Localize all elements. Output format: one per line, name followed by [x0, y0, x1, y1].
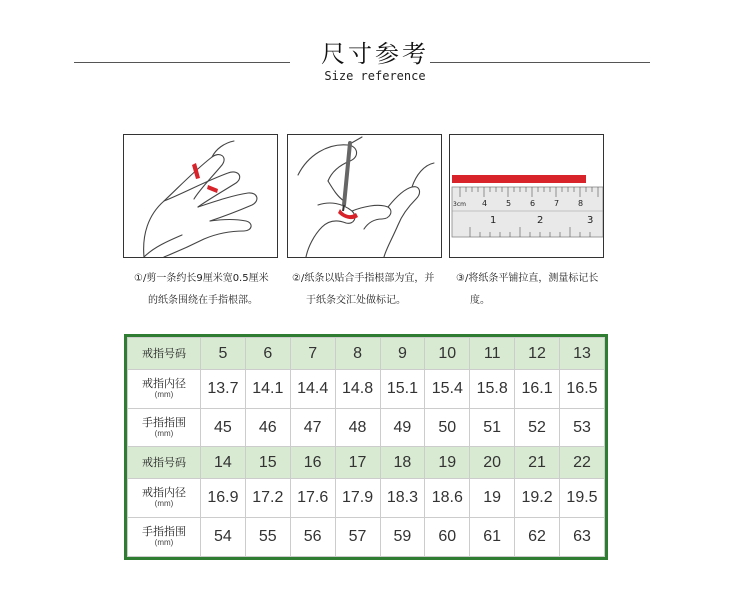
unit-label: (mm) — [154, 428, 174, 438]
table-cell: 9 — [380, 338, 425, 370]
table-cell: 18.6 — [425, 479, 470, 518]
table-cell: 51 — [470, 408, 515, 447]
table-cell: 16.5 — [560, 370, 605, 409]
table-cell: 62 — [515, 518, 560, 557]
step-3-caption: ③/将纸条平铺拉直，测量标记长 度。 — [456, 273, 599, 306]
table-cell: 55 — [245, 518, 290, 557]
table-cell: 16.9 — [201, 479, 246, 518]
table-cell: 50 — [425, 408, 470, 447]
table-cell: 18 — [380, 447, 425, 479]
table-cell: 15.8 — [470, 370, 515, 409]
illustration-mark-strip — [287, 134, 442, 258]
table-cell: 63 — [560, 518, 605, 557]
illustration-ruler — [449, 134, 604, 258]
unit-label: (mm) — [154, 499, 174, 509]
table-row — [128, 338, 605, 370]
table-cell: 5 — [201, 338, 246, 370]
table-row — [128, 479, 605, 518]
svg-text:7: 7 — [554, 199, 560, 208]
table-cell: 8 — [335, 338, 380, 370]
table-cell: 15 — [245, 447, 290, 479]
table-cell: 14.1 — [245, 370, 290, 409]
table-cell: 14.8 — [335, 370, 380, 409]
table-cell: 19.2 — [515, 479, 560, 518]
table-cell: 18.3 — [380, 479, 425, 518]
svg-text:4: 4 — [482, 199, 488, 208]
table-cell: 15.1 — [380, 370, 425, 409]
header — [0, 0, 750, 100]
table-cell: 6 — [245, 338, 290, 370]
svg-text:8: 8 — [578, 199, 584, 208]
table-cell: 46 — [245, 408, 290, 447]
step-2-caption: ②/纸条以贴合手指根部为宜，并 于纸条交汇处做标记。 — [292, 273, 435, 306]
svg-text:3cm: 3cm — [453, 201, 466, 208]
unit-label: (mm) — [154, 389, 174, 399]
illustration-wrap-finger — [123, 134, 278, 258]
table-cell: 60 — [425, 518, 470, 557]
hand-wrap-icon — [124, 135, 277, 257]
table-cell: 17.2 — [245, 479, 290, 518]
row-label: 戒指内径 (mm) — [128, 370, 201, 409]
table-row — [128, 447, 605, 479]
table-cell: 19.5 — [560, 479, 605, 518]
table-row — [128, 408, 605, 447]
table-cell: 56 — [290, 518, 335, 557]
table-cell: 14 — [201, 447, 246, 479]
table-row — [128, 370, 605, 409]
svg-text:5: 5 — [506, 199, 512, 208]
table-cell: 47 — [290, 408, 335, 447]
table-cell: 13 — [560, 338, 605, 370]
table-cell: 48 — [335, 408, 380, 447]
row-label: 戒指内径 (mm) — [128, 479, 201, 518]
page-title: 尺寸参考 — [321, 40, 429, 68]
row-label: 戒指号码 — [128, 338, 201, 370]
svg-text:3: 3 — [587, 215, 594, 226]
table-cell: 17.6 — [290, 479, 335, 518]
step-1-caption: ①/剪一条约长9厘米宽0.5厘米 的纸条围绕在手指根部。 — [134, 273, 269, 306]
unit-label: (mm) — [154, 538, 174, 548]
table-cell: 59 — [380, 518, 425, 557]
svg-text:2: 2 — [537, 215, 544, 226]
ruler-icon — [450, 135, 603, 257]
table-cell: 11 — [470, 338, 515, 370]
table-cell: 13.7 — [201, 370, 246, 409]
svg-text:6: 6 — [530, 199, 536, 208]
row-label: 戒指号码 — [128, 447, 201, 479]
table-cell: 15.4 — [425, 370, 470, 409]
table-cell: 45 — [201, 408, 246, 447]
row-label: 手指指围 (mm) — [128, 518, 201, 557]
table-cell: 21 — [515, 447, 560, 479]
svg-text:1: 1 — [490, 215, 497, 226]
table-cell: 10 — [425, 338, 470, 370]
table-cell: 53 — [560, 408, 605, 447]
table-cell: 52 — [515, 408, 560, 447]
table-cell: 22 — [560, 447, 605, 479]
table-cell: 7 — [290, 338, 335, 370]
hand-mark-icon — [288, 135, 441, 257]
table-cell: 16.1 — [515, 370, 560, 409]
table-cell: 20 — [470, 447, 515, 479]
table-cell: 19 — [470, 479, 515, 518]
table-cell: 16 — [290, 447, 335, 479]
page-subtitle: Size reference — [324, 69, 426, 83]
table-cell: 17.9 — [335, 479, 380, 518]
table-cell: 61 — [470, 518, 515, 557]
table-cell: 19 — [425, 447, 470, 479]
size-table — [124, 334, 608, 560]
table-row — [128, 518, 605, 557]
table-cell: 49 — [380, 408, 425, 447]
table-cell: 57 — [335, 518, 380, 557]
table-cell: 54 — [201, 518, 246, 557]
table-cell: 12 — [515, 338, 560, 370]
table-cell: 17 — [335, 447, 380, 479]
table-cell: 14.4 — [290, 370, 335, 409]
row-label: 手指指围 (mm) — [128, 408, 201, 447]
